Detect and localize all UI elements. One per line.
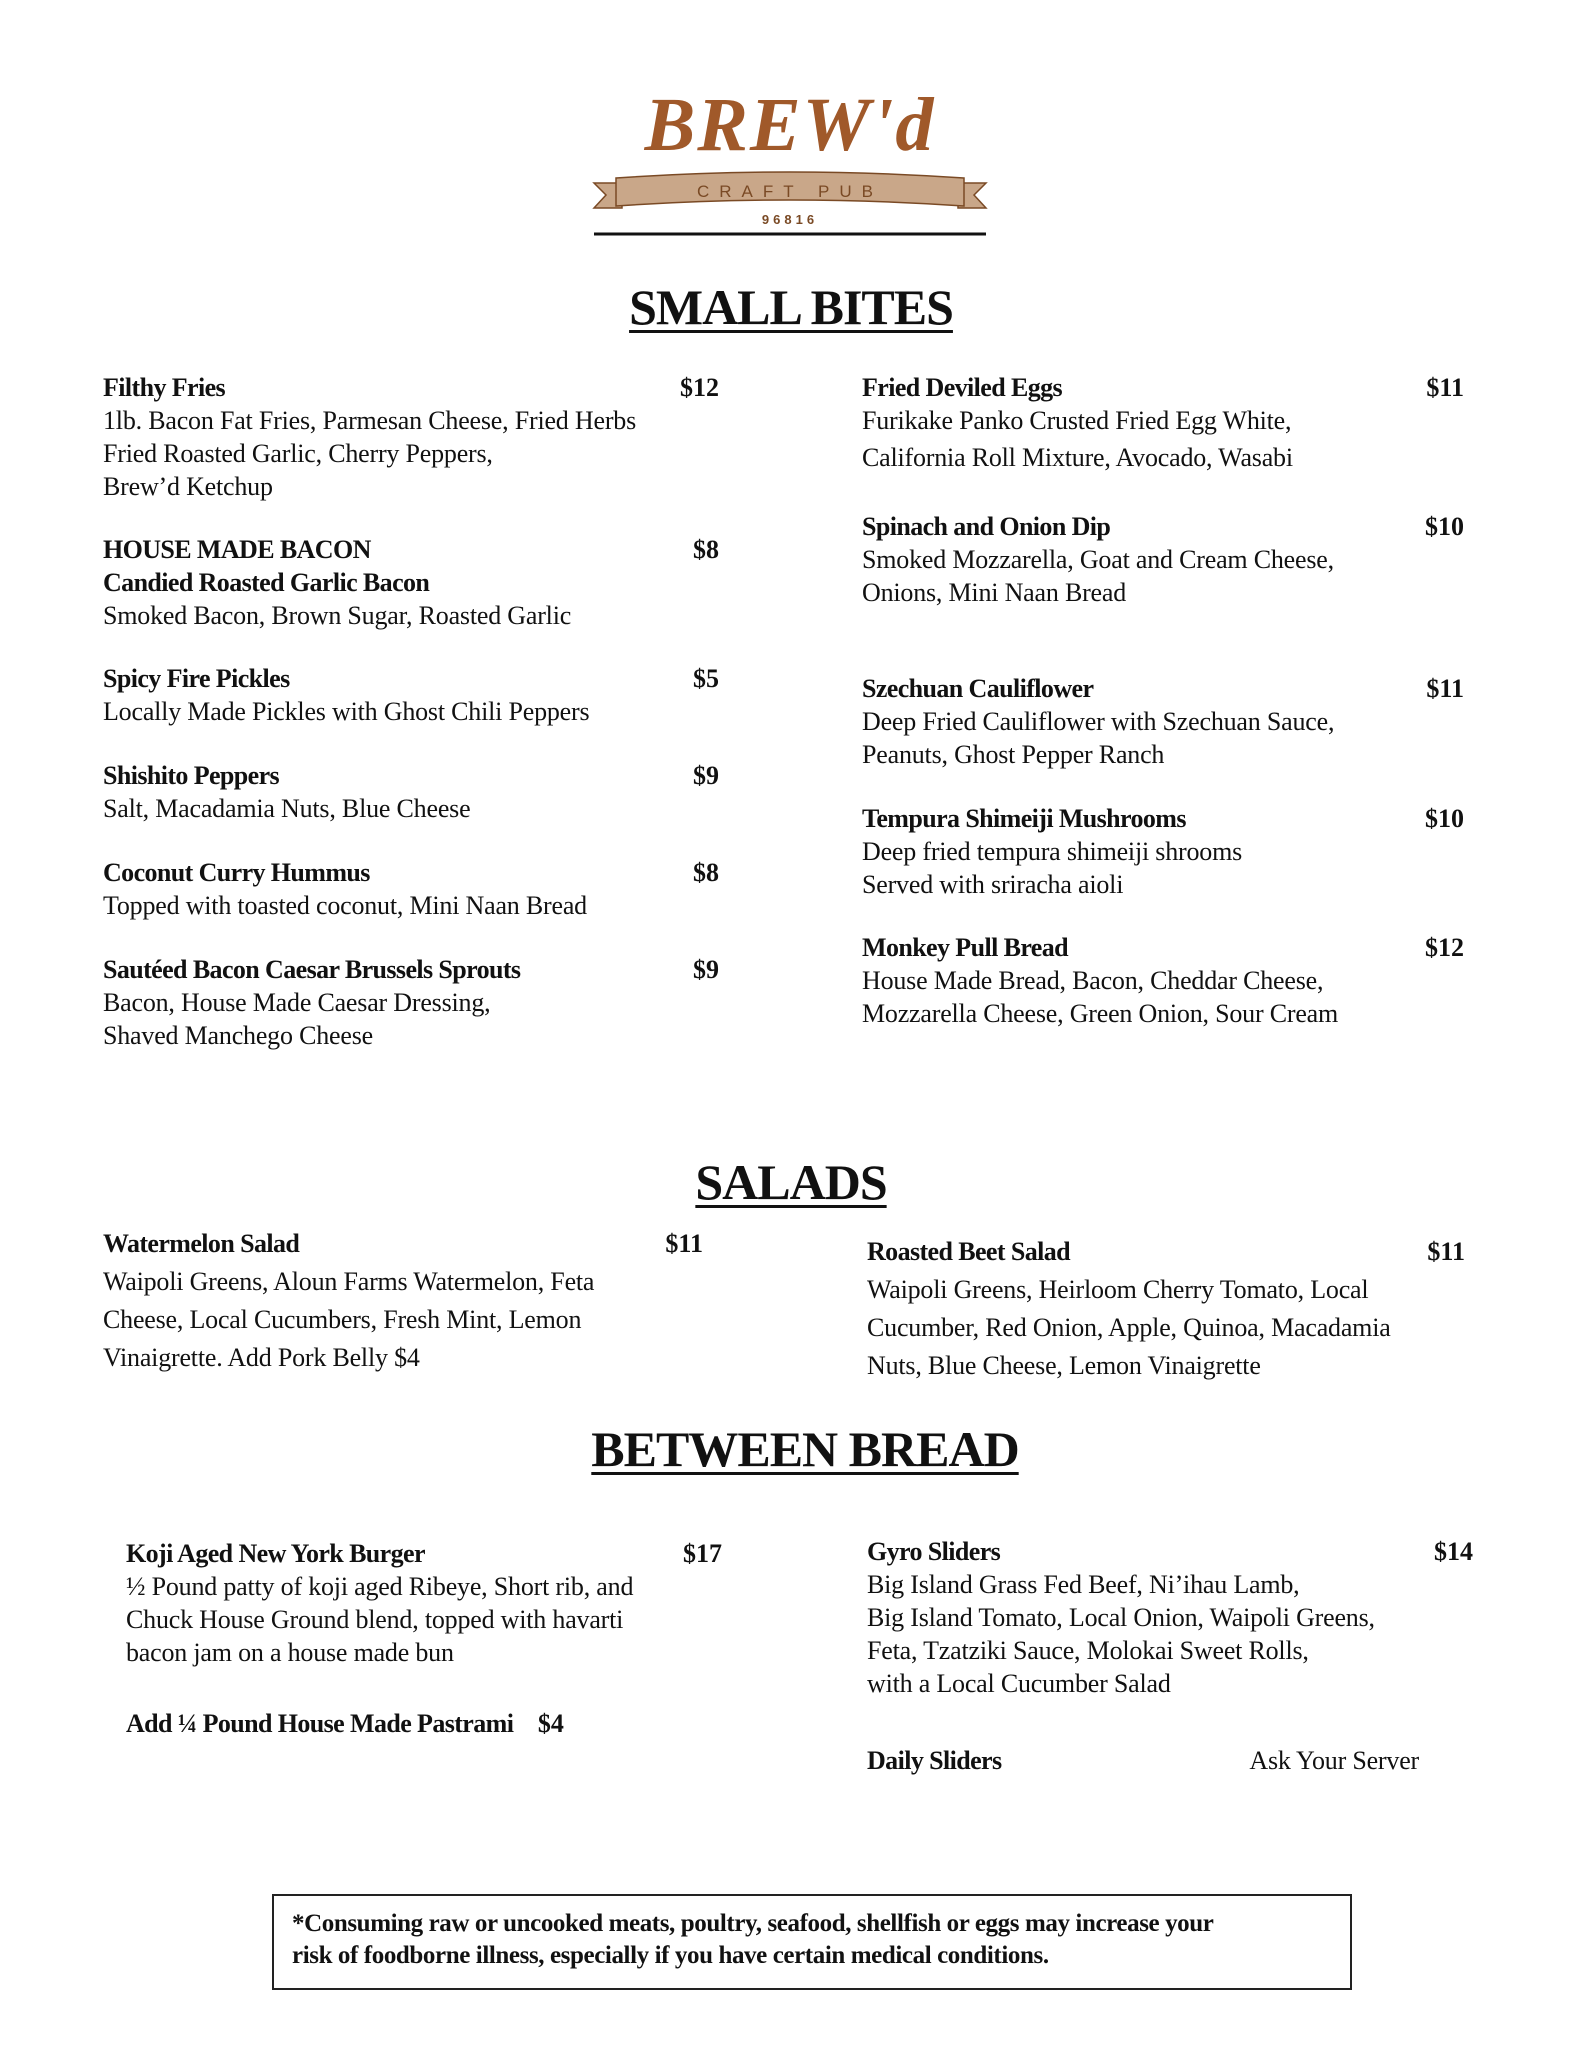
item-price: $10 bbox=[1425, 804, 1464, 833]
section-title-salads: SALADS bbox=[695, 1154, 887, 1210]
item-price: $9 bbox=[693, 955, 719, 984]
item-desc-line: Onions, Mini Naan Bread bbox=[862, 578, 1127, 607]
item-name: Tempura Shimeiji Mushrooms bbox=[862, 804, 1186, 833]
item-desc-line: Cheese, Local Cucumbers, Fresh Mint, Lemon bbox=[103, 1305, 582, 1334]
brewd-logo bbox=[582, 88, 1002, 238]
item-name: Gyro Sliders bbox=[867, 1537, 1001, 1566]
item-desc-line: Vinaigrette. Add Pork Belly $4 bbox=[103, 1343, 420, 1372]
item-price: $10 bbox=[1425, 512, 1464, 541]
item-price: $8 bbox=[693, 535, 719, 564]
menu-item-szechuan-cauliflower bbox=[862, 672, 1464, 771]
item-desc-line: Brew’d Ketchup bbox=[103, 472, 273, 501]
item-desc-line: Smoked Mozzarella, Goat and Cream Cheese, bbox=[862, 545, 1334, 574]
menu-item-brussels-sprouts bbox=[103, 953, 719, 1052]
item-price: $9 bbox=[693, 761, 719, 790]
item-desc-line: Shaved Manchego Cheese bbox=[103, 1021, 373, 1050]
item-desc-line: Mozzarella Cheese, Green Onion, Sour Cream bbox=[862, 999, 1339, 1028]
item-name: Daily Sliders bbox=[867, 1746, 1002, 1775]
item-desc-line: Waipoli Greens, Aloun Farms Watermelon, Feta bbox=[103, 1267, 595, 1296]
item-desc-line: Topped with toasted coconut, Mini Naan Bread bbox=[103, 891, 587, 920]
item-price: $11 bbox=[1426, 674, 1464, 703]
notice-line: risk of foodborne illness, especially if you have certain medical conditions. bbox=[292, 1942, 1049, 1969]
item-name: Koji Aged New York Burger bbox=[126, 1539, 425, 1568]
addon-price: $4 bbox=[537, 1709, 564, 1738]
item-desc-line: ½ Pound patty of koji aged Ribeye, Short rib, and bbox=[126, 1572, 634, 1601]
item-name: Filthy Fries bbox=[103, 373, 226, 402]
item-desc-line: Waipoli Greens, Heirloom Cherry Tomato, Local bbox=[867, 1275, 1369, 1304]
item-price: $12 bbox=[1425, 933, 1464, 962]
menu-item-shishito-peppers bbox=[103, 759, 719, 825]
item-price: $11 bbox=[1426, 373, 1464, 402]
item-desc-line: House Made Bread, Bacon, Cheddar Cheese, bbox=[862, 966, 1324, 995]
item-desc-line: Fried Roasted Garlic, Cherry Peppers, bbox=[103, 439, 493, 468]
item-price: $12 bbox=[680, 373, 719, 402]
item-name: HOUSE MADE BACON bbox=[103, 535, 371, 564]
item-desc-line: Bacon, House Made Caesar Dressing, bbox=[103, 988, 491, 1017]
item-desc-line: Furikake Panko Crusted Fried Egg White, bbox=[862, 406, 1292, 435]
item-desc-line: Smoked Bacon, Brown Sugar, Roasted Garlic bbox=[103, 601, 572, 630]
item-name: Spinach and Onion Dip bbox=[862, 512, 1111, 541]
section-title-small-bites: SMALL BITES bbox=[629, 279, 953, 335]
item-price: $11 bbox=[1427, 1237, 1465, 1266]
menu-item-monkey-pull-bread bbox=[862, 931, 1464, 1030]
item-desc-line: Cucumber, Red Onion, Apple, Quinoa, Macadamia bbox=[867, 1313, 1391, 1342]
item-price: $14 bbox=[1434, 1537, 1473, 1566]
item-desc-line: Chuck House Ground blend, topped with havarti bbox=[126, 1605, 624, 1634]
menu-item-daily-sliders bbox=[867, 1744, 1419, 1777]
item-name: Fried Deviled Eggs bbox=[862, 373, 1063, 402]
item-desc-line: Locally Made Pickles with Ghost Chili Peppers bbox=[103, 697, 590, 726]
item-desc-line: Big Island Tomato, Local Onion, Waipoli Greens, bbox=[867, 1603, 1375, 1632]
item-desc-line: Big Island Grass Fed Beef, Ni’ihau Lamb, bbox=[867, 1570, 1300, 1599]
menu-item-watermelon-salad bbox=[103, 1225, 703, 1377]
item-name: Coconut Curry Hummus bbox=[103, 858, 370, 887]
item-name: Sautéed Bacon Caesar Brussels Sprouts bbox=[103, 955, 521, 984]
item-desc-line: Salt, Macadamia Nuts, Blue Cheese bbox=[103, 794, 471, 823]
item-subname: Candied Roasted Garlic Bacon bbox=[103, 568, 430, 597]
item-name: Szechuan Cauliflower bbox=[862, 674, 1094, 703]
item-desc-line: 1lb. Bacon Fat Fries, Parmesan Cheese, Fried Herbs bbox=[103, 406, 637, 435]
menu-item-spinach-onion-dip bbox=[862, 510, 1464, 609]
item-price: $8 bbox=[693, 858, 719, 887]
food-safety-notice bbox=[272, 1894, 1352, 1990]
item-desc-line: Deep fried tempura shimeiji shrooms bbox=[862, 837, 1243, 866]
item-name: Monkey Pull Bread bbox=[862, 933, 1069, 962]
menu-item-koji-burger bbox=[126, 1537, 722, 1669]
menu-item-tempura-mushrooms bbox=[862, 802, 1464, 901]
section-title-between-bread: BETWEEN BREAD bbox=[591, 1421, 1019, 1477]
item-note: Ask Your Server bbox=[1249, 1746, 1419, 1775]
item-desc-line: Feta, Tzatziki Sauce, Molokai Sweet Rolls, bbox=[867, 1636, 1309, 1665]
logo-tagline: CRAFT PUB bbox=[696, 182, 884, 201]
item-desc-line: Served with sriracha aioli bbox=[862, 870, 1124, 899]
item-desc-line: Peanuts, Ghost Pepper Ranch bbox=[862, 740, 1165, 769]
item-name: Watermelon Salad bbox=[103, 1229, 300, 1258]
addon-name: Add ¼ Pound House Made Pastrami bbox=[126, 1709, 514, 1738]
logo-zip: 96816 bbox=[761, 212, 819, 227]
item-name: Shishito Peppers bbox=[103, 761, 280, 790]
notice-line: *Consuming raw or uncooked meats, poultry, seafood, shellfish or eggs may increase your bbox=[292, 1910, 1214, 1937]
item-price: $11 bbox=[665, 1229, 703, 1258]
menu-item-gyro-sliders bbox=[867, 1535, 1473, 1700]
item-desc-line: Deep Fried Cauliflower with Szechuan Sauce, bbox=[862, 707, 1335, 736]
item-desc-line: California Roll Mixture, Avocado, Wasabi bbox=[862, 443, 1293, 472]
item-name: Spicy Fire Pickles bbox=[103, 664, 290, 693]
item-desc-line: with a Local Cucumber Salad bbox=[867, 1669, 1171, 1698]
item-desc-line: bacon jam on a house made bun bbox=[126, 1638, 454, 1667]
menu-item-roasted-beet-salad bbox=[867, 1233, 1465, 1385]
menu-item-coconut-curry-hummus bbox=[103, 856, 719, 922]
logo-brand-text: BREW'd bbox=[644, 88, 936, 167]
item-price: $17 bbox=[683, 1539, 722, 1568]
menu-item-filthy-fries bbox=[103, 371, 719, 503]
menu-addon-pastrami bbox=[126, 1707, 626, 1740]
item-price: $5 bbox=[693, 664, 719, 693]
menu-item-house-made-bacon bbox=[103, 533, 719, 632]
item-desc-line: Nuts, Blue Cheese, Lemon Vinaigrette bbox=[867, 1351, 1261, 1380]
menu-item-fried-deviled-eggs bbox=[862, 371, 1464, 474]
item-name: Roasted Beet Salad bbox=[867, 1237, 1070, 1266]
menu-item-spicy-fire-pickles bbox=[103, 662, 719, 728]
